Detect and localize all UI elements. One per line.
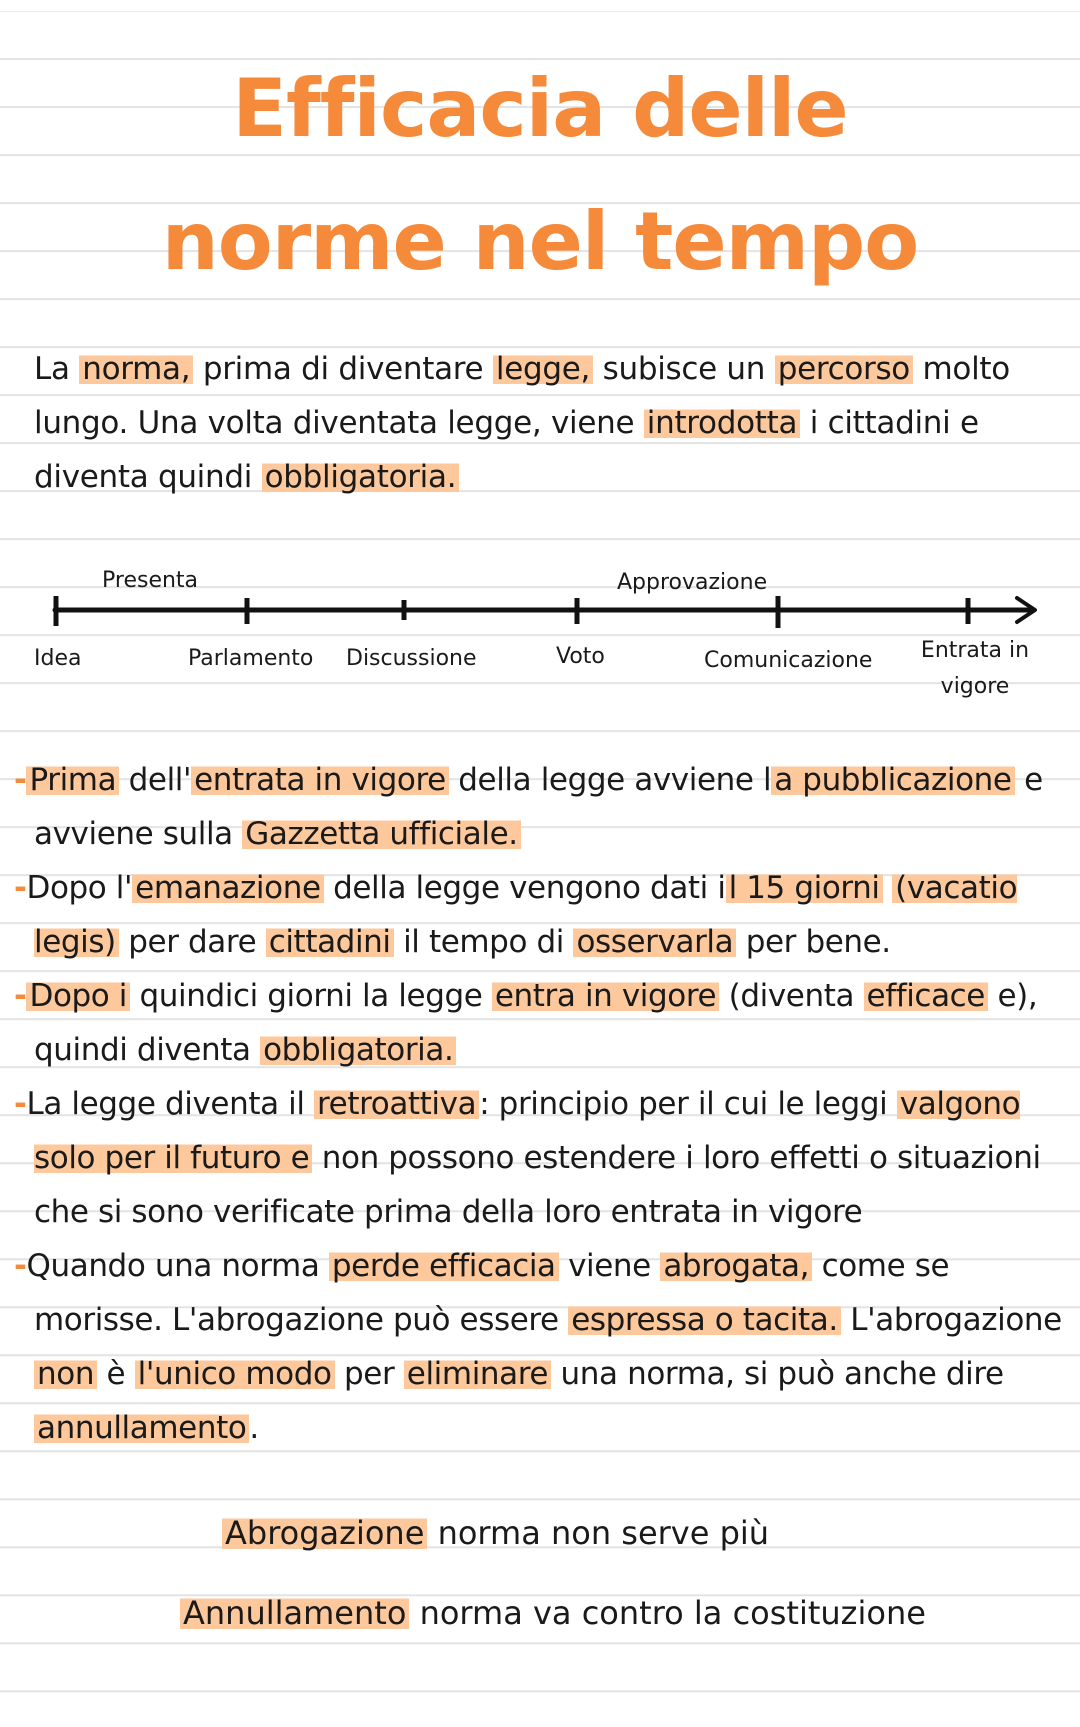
definition-text: norma non serve più (427, 1514, 770, 1552)
definition-text: norma va contro la costituzione (409, 1594, 926, 1632)
timeline-label-discussione: Discussione (346, 646, 477, 671)
bullet-highlight: valgono solo per il futuro e (34, 1086, 1021, 1176)
bullet-text: L'abrogazione (840, 1302, 1062, 1338)
bullet-item (14, 861, 1074, 969)
timeline-label-comunicazione: Comunicazione (704, 648, 873, 673)
bullet-highlight: osservarla (573, 924, 736, 960)
bullet-list (14, 753, 1074, 1455)
bullet-text: il tempo di (393, 924, 574, 960)
bullet-dash: - (14, 1248, 27, 1284)
definition-term: Annullamento (180, 1594, 409, 1632)
bullet-highlight: eliminare (404, 1356, 551, 1392)
timeline-label-entrata-in: Entrata in (920, 638, 1030, 663)
intro-highlight: obbligatoria. (262, 459, 460, 495)
bullet-highlight: obbligatoria. (260, 1032, 456, 1068)
bullet-highlight: emanazione (132, 870, 323, 906)
intro-highlight: norma, (79, 351, 193, 387)
bullet-text: e avviene sulla (34, 762, 1043, 852)
bullet-highlight: Prima (26, 762, 119, 798)
timeline-label-voto: Voto (556, 644, 605, 669)
bullet-dash: - (14, 762, 27, 798)
bullet-text: La legge diventa il (26, 1086, 314, 1122)
bullet-text: : principio per il cui le leggi (479, 1086, 897, 1122)
bullet-highlight: non (34, 1356, 97, 1392)
bullet-text: come se morisse. L'abrogazione può essere (34, 1248, 950, 1338)
bullet-highlight: retroattiva (314, 1086, 479, 1122)
bullet-item (14, 753, 1074, 861)
bullet-text: per (334, 1356, 404, 1392)
page-title-line-1: Efficacia delle (232, 62, 848, 155)
bullet-highlight: cittadini (266, 924, 394, 960)
bullet-highlight: l 15 giorni (726, 870, 883, 906)
bullet-highlight: Dopo i (26, 978, 130, 1014)
bullet-text: per dare (118, 924, 266, 960)
definition-term: Abrogazione (222, 1514, 427, 1552)
bullet-dash: - (14, 978, 27, 1014)
bullet-text: e), quindi diventa (34, 978, 1038, 1068)
intro-highlight: percorso (775, 351, 913, 387)
bullet-text: . (249, 1410, 259, 1446)
bullet-highlight: efficace (864, 978, 988, 1014)
bullet-highlight: l'unico modo (135, 1356, 335, 1392)
timeline-label-presenta: Presenta (102, 568, 199, 593)
intro-highlight: legge, (493, 351, 593, 387)
bullet-highlight: espressa o tacita. (568, 1302, 841, 1338)
timeline-label-approvazione: Approvazione (617, 570, 768, 595)
bullet-text: della legge vengono dati i (323, 870, 726, 906)
timeline-label-vigore: vigore (940, 674, 1010, 699)
intro-paragraph (34, 342, 1064, 504)
bullet-highlight: Gazzetta ufficiale. (242, 816, 520, 852)
bullet-text: non possono estendere i loro effetti o situazioni che si sono verificate prima della loro entrata in vigore (34, 1140, 1041, 1230)
intro-text: prima di diventare (193, 351, 493, 387)
intro-highlight: introdotta (644, 405, 800, 441)
bullet-item (14, 1239, 1074, 1455)
definition-abrogazione (222, 1514, 769, 1552)
timeline-label-idea: Idea (34, 646, 82, 671)
intro-text: La (34, 351, 80, 387)
bullet-highlight: perde efficacia (329, 1248, 559, 1284)
bullet-text: Dopo l' (26, 870, 133, 906)
bullet-dash: - (14, 870, 27, 906)
bullet-highlight: abrogata, (660, 1248, 812, 1284)
timeline-label-parlamento: Parlamento (188, 646, 314, 671)
bullet-highlight: annullamento (34, 1410, 249, 1446)
bullet-text: viene (558, 1248, 661, 1284)
bullet-text: per bene. (736, 924, 891, 960)
bullet-text: (diventa (719, 978, 864, 1014)
bullet-text: è (97, 1356, 135, 1392)
bullet-text: quindici giorni la legge (130, 978, 492, 1014)
bullet-highlight: a pubblicazione (771, 762, 1014, 798)
bullet-highlight: entra in vigore (492, 978, 719, 1014)
bullet-text: della legge avviene l (448, 762, 772, 798)
bullet-dash: - (14, 1086, 27, 1122)
intro-text: molto lungo. Una volta diventata legge, viene (34, 351, 1010, 441)
bullet-text (883, 870, 892, 906)
bullet-text: una norma, si può anche dire (551, 1356, 1004, 1392)
intro-text: i cittadini e diventa quindi (34, 405, 979, 495)
bullet-highlight: (vacatio legis) (34, 870, 1018, 960)
definition-annullamento (180, 1594, 926, 1632)
page-title-line-2: norme nel tempo (161, 195, 919, 288)
bullet-text: Quando una norma (26, 1248, 329, 1284)
bullet-item (14, 969, 1074, 1077)
bullet-highlight: entrata in vigore (191, 762, 449, 798)
bullet-item (14, 1077, 1074, 1239)
intro-text: subisce un (593, 351, 775, 387)
bullet-text: dell' (119, 762, 192, 798)
law-process-timeline (0, 560, 1080, 720)
